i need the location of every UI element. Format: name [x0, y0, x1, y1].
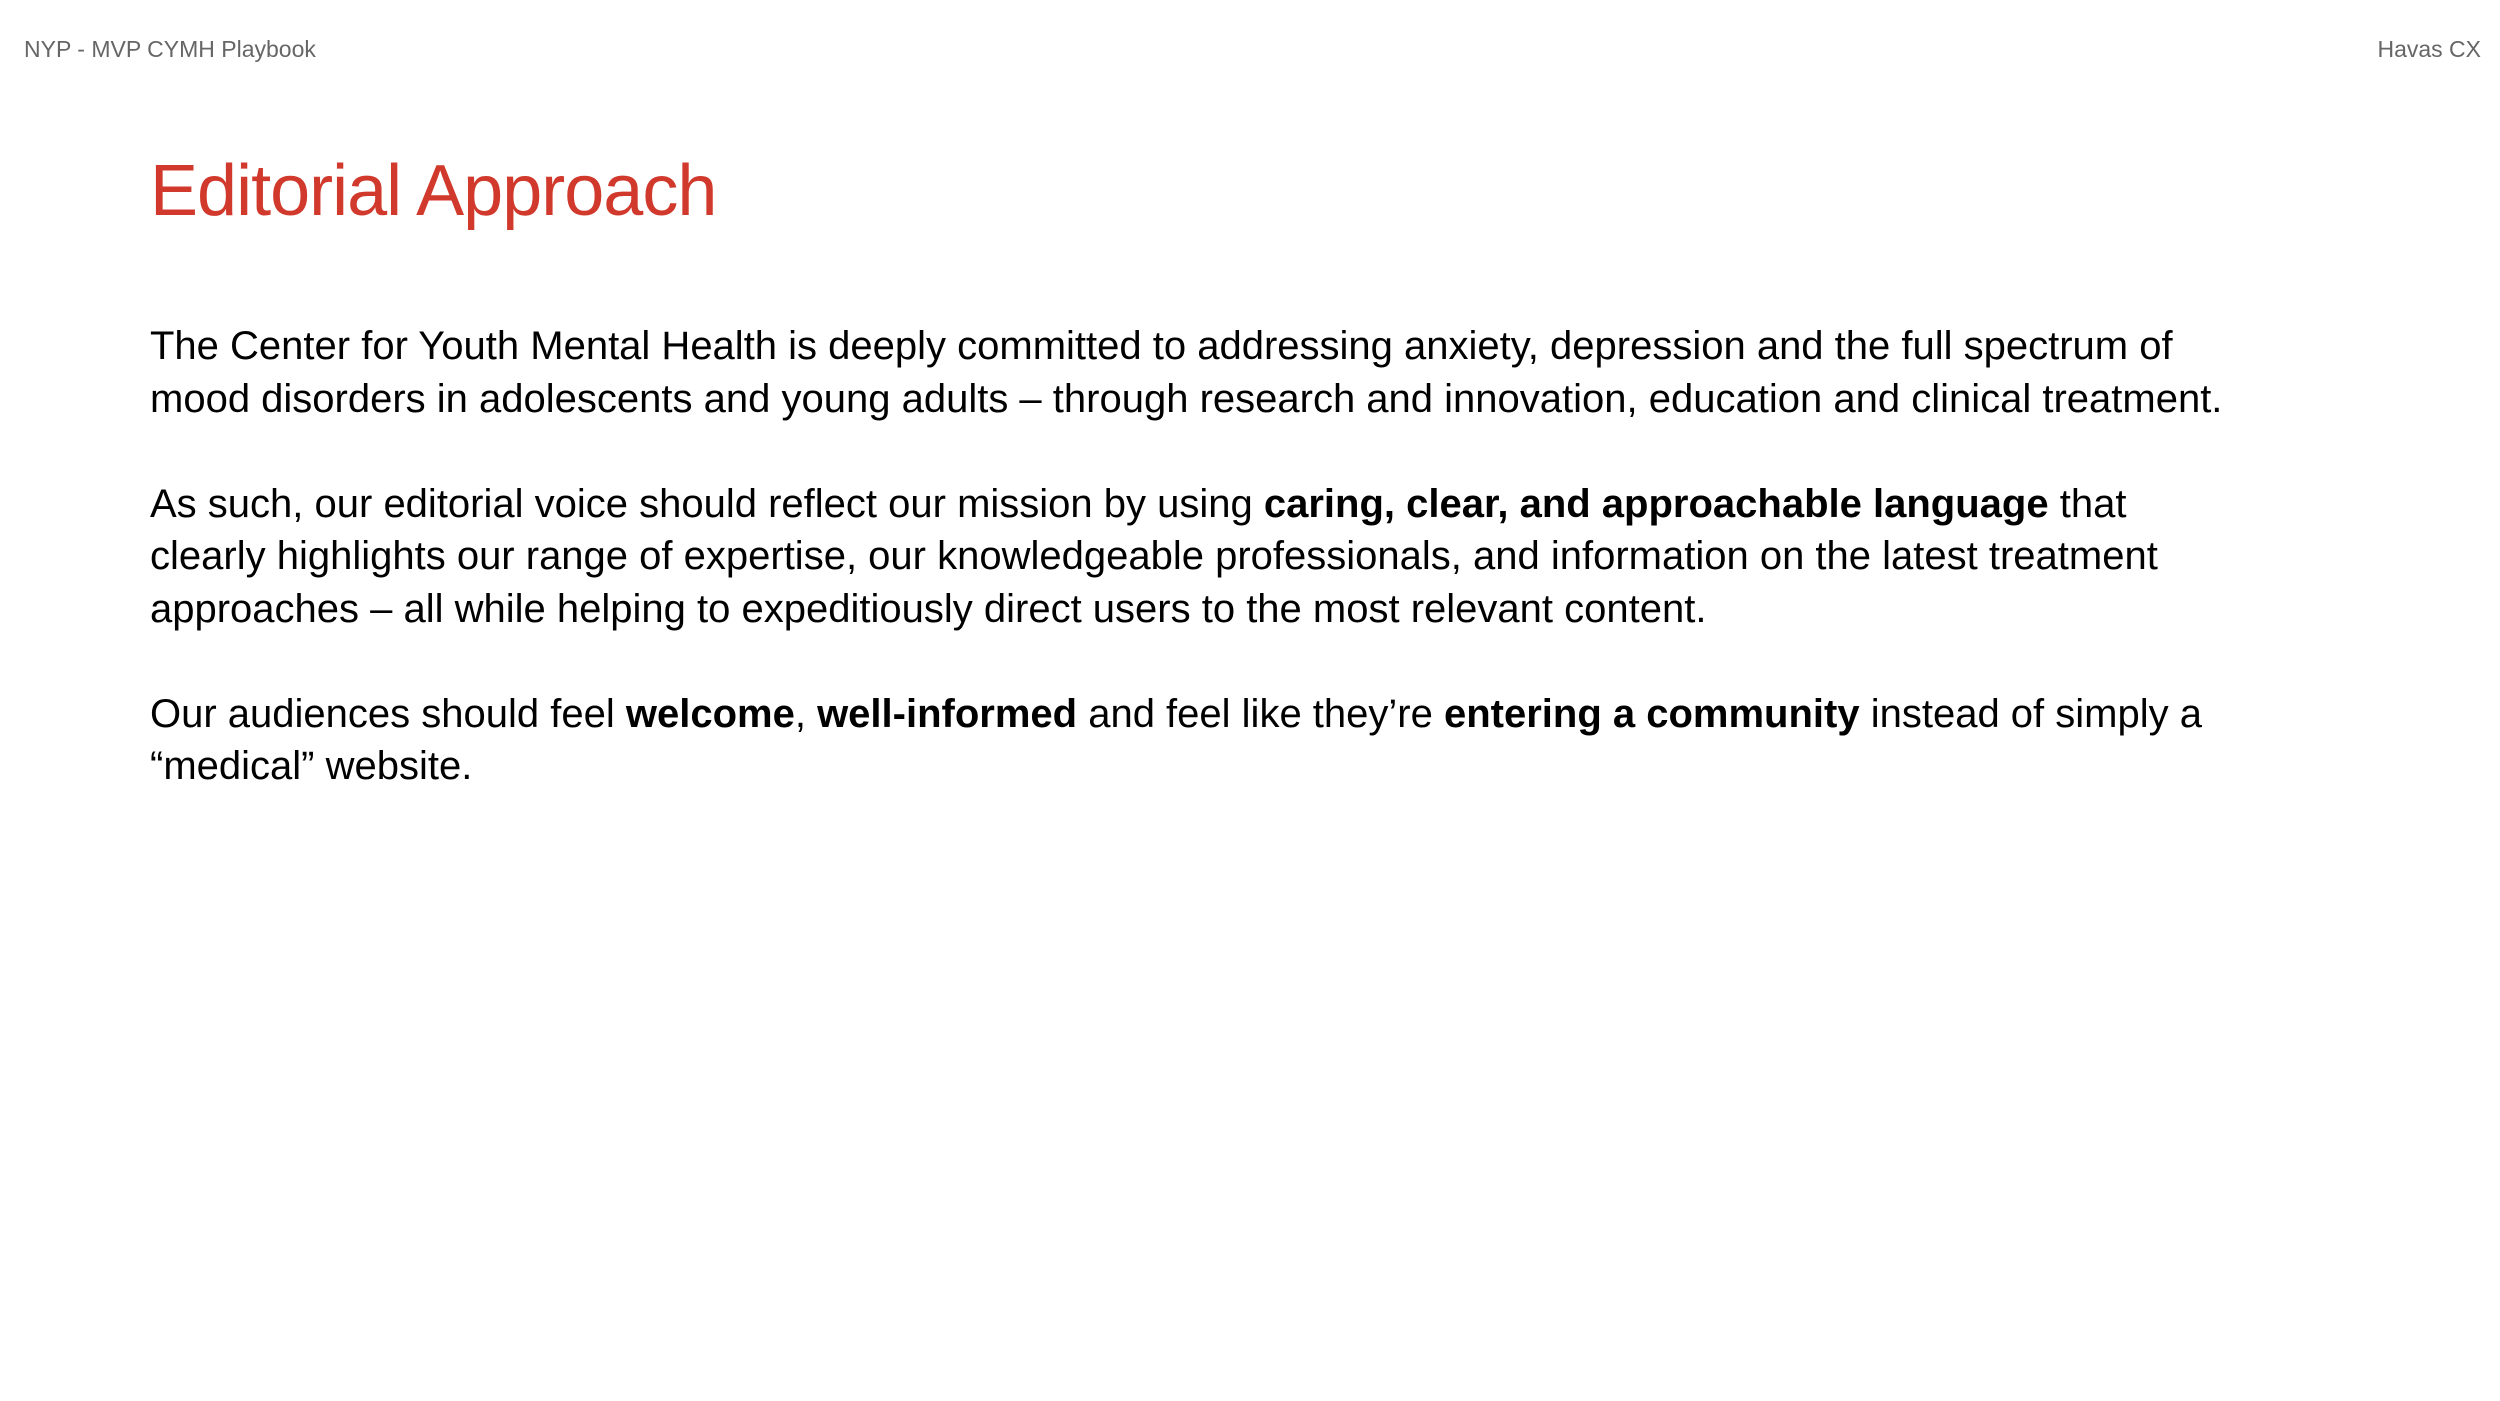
page-title: Editorial Approach — [150, 151, 717, 231]
emphasis-well-informed: well-informed — [817, 691, 1078, 736]
paragraph-audiences — [150, 688, 2230, 793]
body-content — [150, 320, 2230, 845]
paragraph-mission: The Center for Youth Mental Health is deeply committed to addressing anxiety, depression and the full spectrum of mood disorders in adolescents and young adults – through research and innovation, education and clinical treatment. — [150, 324, 2223, 421]
text-span: As such, our editorial voice should reflect our mission by using — [150, 481, 1264, 526]
emphasis-welcome: welcome — [625, 691, 795, 736]
emphasis-community: entering a community — [1443, 691, 1860, 736]
text-span: instead of simply a “medical” website. — [150, 691, 2202, 788]
emphasis-language: caring, clear, and approachable language — [1263, 481, 2049, 526]
agency-name-header: Havas CX — [2377, 36, 2481, 62]
text-span: , — [794, 691, 818, 736]
text-span: that clearly highlights our range of expertise, our knowledgeable professionals, and information on the latest treatment approaches – all while helping to expeditiously direct users to the most relevant content. — [150, 481, 2158, 631]
text-span: and feel like they’re — [1077, 691, 1444, 736]
paragraph-editorial-voice — [150, 478, 2230, 636]
document-title-header: NYP - MVP CYMH Playbook — [24, 36, 316, 62]
text-span: Our audiences should feel — [150, 691, 626, 736]
